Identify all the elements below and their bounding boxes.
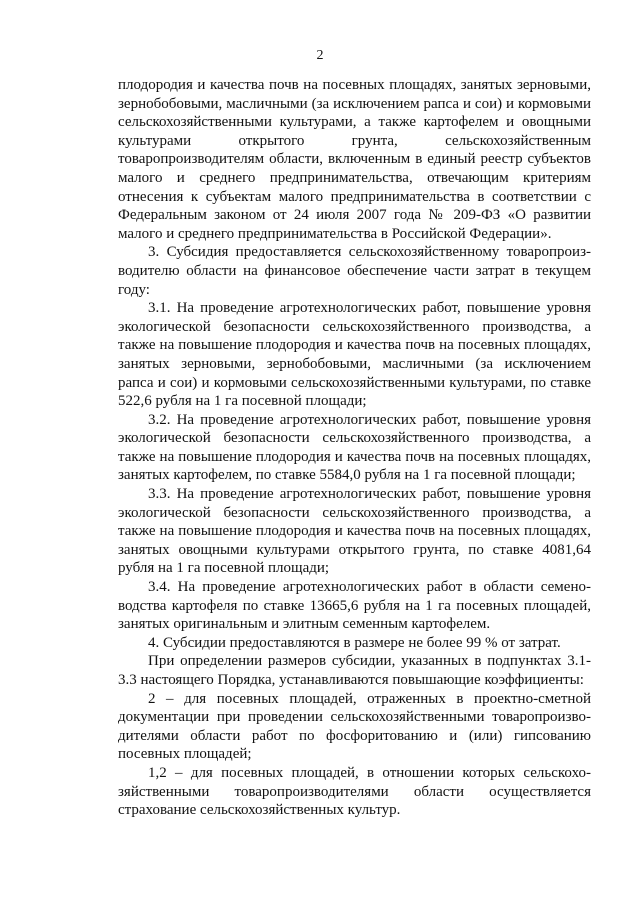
paragraph-item-4: 4. Субсидии предоставляются в размере не более 99 % от затрат. <box>148 634 561 651</box>
page-number: 2 <box>316 48 324 63</box>
paragraph-coefficient-1-2: 1,2 – для посевных площадей, в отношении которых сельскохозяйственными товаропроизводителями области осуществляется страхование сельскохозяйственных культур. <box>118 764 591 819</box>
paragraph-coefficients-intro: При определении размеров субсидии, указанных в подпунктах 3.1-3.3 настоящего Порядка, устанавливаются повышающие коэффициенты: <box>118 653 591 688</box>
paragraph-coefficient-2: 2 – для посевных площадей, отраженных в проектно-сметной документации при проведении сельскохозяйственными товаропроизводителями области работ по фосфоритованию и (или) гипсованию посевных площадей; <box>118 690 591 763</box>
paragraph-continuation: плодородия и качества почв на посевных площадях, занятых зерновыми, зернобобовыми, масличными (за исключением рапса и сои) и кормовыми сельскохозяйственными культурами, а также картофелем и овощными культурами открытого грунта, сельскохозяйственным товаропроизводителям области, включенным в единый реестр субъектов малого и среднего предпринимательства, отвечающим критериям отнесения к субъектам малого предпринимательства в соответствии с Федеральным законом от 24 июля 2007 года № 209-ФЗ «О развитии малого и среднего предпринимательства в Российской Федерации». <box>118 77 591 242</box>
paragraph-item-3-3: 3.3. На проведение агротехнологических работ, повышение уровня экологической безопасности сельскохозяйственного производства, а также на повышение плодородия и качества почв на посевных площадях, занятых овощными культурами открытого грунта, по ставке 4081,64 рубля на 1 га посевной площади; <box>118 486 591 577</box>
document-body <box>118 76 591 820</box>
paragraph-item-3-1: 3.1. На проведение агротехнологических работ, повышение уровня экологической безопасности сельскохозяйственного производства, а также на повышение плодородия и качества почв на посевных площадях, занятых зерновыми, зернобобовыми, масличными (за исключением рапса и сои) и кормовыми сельскохозяйственными культурами, по ставке 522,6 рубля на 1 га посевной площади; <box>118 300 591 410</box>
paragraph-item-3-2: 3.2. На проведение агротехнологических работ, повышение уровня экологической безопасности сельскохозяйственного производства, а также на повышение плодородия и качества почв на посевных площадях, занятых картофелем, по ставке 5584,0 рубля на 1 га посевной площади; <box>118 411 591 484</box>
paragraph-item-3: 3. Субсидия предоставляется сельскохозяйственному товаропроизводителю области на финансовое обеспечение части затрат в текущем году: <box>118 244 591 298</box>
paragraph-item-3-4: 3.4. На проведение агротехнологических работ в области семеноводства картофеля по ставке 13665,6 рубля на 1 га посевных площадей, занятых оригинальным и элитным семенным картофелем. <box>118 579 591 633</box>
